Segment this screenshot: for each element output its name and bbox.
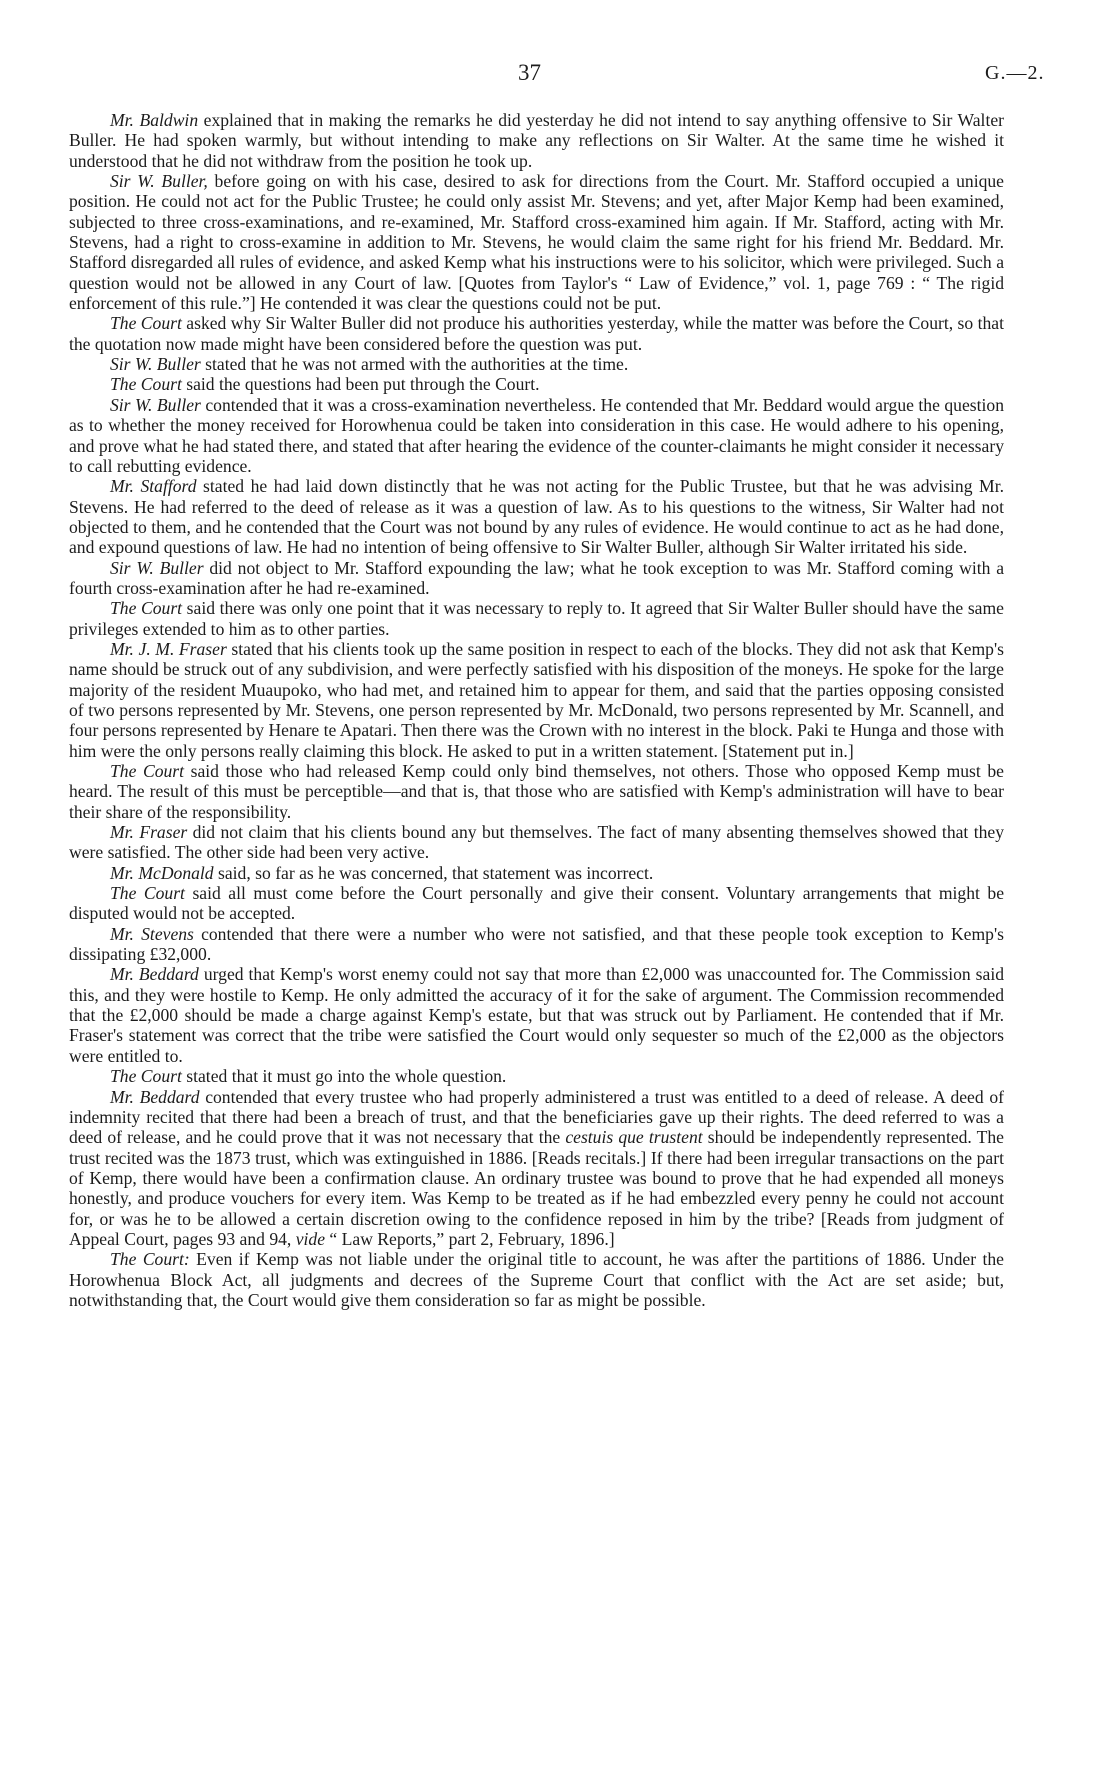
speaker-name: Mr. Beddard bbox=[110, 1086, 200, 1107]
speaker-name: Sir W. Buller, bbox=[110, 171, 208, 192]
paragraph bbox=[69, 598, 1004, 639]
paragraph bbox=[69, 924, 1004, 965]
paragraph-text: stated that he was not armed with the authorities at the time. bbox=[200, 354, 629, 375]
page-header bbox=[0, 60, 1114, 84]
paragraph-text: contended that every trustee who had properly administered a trust was entitled to a deed of release. A deed of indemnity recited that there had been a breach of trust, and that the beneficiaries gave up their rights. The deed referred to was a deed of release, and he could prove that it was not necessary that the bbox=[69, 1086, 1004, 1148]
paragraph bbox=[69, 395, 1004, 476]
paragraph-text: contended that it was a cross-examination nevertheless. He contended that Mr. Beddard would argue the question as to whether the money received for Horowhenua could be taken into consideration in this case. He would adhere to his opening, and prove what he had stated there, and stated that after hearing the evidence of the counter-claimants he might consider it necessary to call rebutting evidence. bbox=[69, 394, 1004, 476]
paragraph bbox=[69, 354, 1004, 374]
speaker-name: The Court bbox=[110, 883, 185, 904]
speaker-name: The Court bbox=[110, 374, 182, 395]
paragraph-text: did not object to Mr. Stafford expounding the law; what he took exception to was Mr. Stafford coming with a fourth cross-examination after he had re-examined. bbox=[69, 557, 1005, 598]
paragraph-text: Even if Kemp was not liable under the original title to account, he was after the partitions of 1886. Under the Horowhenua Block Act, all judgments and decrees of the Supreme Court that conflict with the Act are set aside; but, notwithstanding that, the Court would give them consideration so far as might be possible. bbox=[69, 1249, 1004, 1310]
paragraph-text: stated that his clients took up the same position in respect to each of the blocks. They did not ask that Kemp's name should be struck out of any subdivision, and were perfectly satisfied with his disposition of the moneys. He spoke for the large majority of the resident Muaupoko, who had met, and retained him to appear for them, and said that the parties opposing consisted of two persons represented by Mr. Stevens, one person represented by Mr. McDonald, two persons represented by Mr. Scannell, and four persons represented by Henare te Apatari. Then there was the Crown with no interest in the block. Paki te Hunga and those with him were the only persons really claiming this block. He asked to put in a written statement. [Statement put in.] bbox=[69, 638, 1004, 761]
paragraph bbox=[69, 558, 1004, 599]
paragraph bbox=[69, 313, 1004, 354]
speaker-name: The Court bbox=[110, 598, 183, 619]
paragraph bbox=[69, 1066, 1004, 1086]
paragraph bbox=[69, 863, 1004, 883]
speaker-name: The Court bbox=[110, 761, 185, 781]
paragraph-text: explained that in making the remarks he did yesterday he did not intend to say anything offensive to Sir Walter Buller. He had spoken warmly, but without intending to make any reflections on Sir Walter. At the same time he wished it understood that he did not withdraw from the position he took up. bbox=[69, 110, 1005, 171]
speaker-name: Mr. Stafford bbox=[110, 476, 197, 497]
speaker-name: The Court bbox=[110, 1066, 182, 1087]
paragraph-text: said those who had released Kemp could only bind themselves, not others. Those who opposed Kemp must be heard. The result of this must be perceptible—and that is, that those who are satisfied with Kemp's administration will have to bear their share of the responsibility. bbox=[69, 761, 1004, 822]
paragraph bbox=[69, 883, 1004, 924]
speaker-name: Sir W. Buller bbox=[110, 354, 201, 375]
paragraph-text: should be independently represented. The trust recited was the 1873 trust, which was extinguished in 1886. [Reads recitals.] If there had been irregular transactions on the part of Kemp, there would have been a confirmation clause. An ordinary trustee was bound to prove that he had expended all moneys honestly, and produce vouchers for every item. Was Kemp to be treated as if he had embezzled every penny he could not account for, or was he to be allowed a certain discretion owing to the confidence reposed in him by the tribe? [Reads from judgment of Appeal Court, pages 93 and 94, bbox=[69, 1127, 1004, 1249]
paragraph bbox=[69, 476, 1004, 557]
paragraph-text: did not claim that his clients bound any but themselves. The fact of many absenting themselves showed that they were satisfied. The other side had been very active. bbox=[69, 822, 1004, 863]
speaker-name: Mr. Fraser bbox=[110, 822, 188, 843]
latin-phrase: vide bbox=[295, 1228, 326, 1249]
paragraph bbox=[69, 171, 1004, 313]
paragraph-text: stated he had laid down distinctly that he was not acting for the Public Trustee, but that he was advising Mr. Stevens. He had referred to the deed of release as it was a question of law. As to his questions to the witness, Sir Walter had not objected to them, and he contended that the Court was not bound by any rules of evidence. He would continue to act as he had done, and expound questions of law. He had no intention of being offensive to Sir Walter Buller, although Sir Walter irritated his side. bbox=[69, 476, 1004, 558]
page-number: 37 bbox=[518, 60, 541, 85]
paragraph bbox=[69, 822, 1004, 863]
paragraph bbox=[69, 110, 1004, 171]
speaker-name: The Court: bbox=[110, 1249, 190, 1270]
paragraph-text: stated that it must go into the whole question. bbox=[181, 1066, 507, 1087]
paragraph bbox=[69, 374, 1004, 394]
speaker-name: Mr. Beddard bbox=[110, 964, 199, 985]
paragraph bbox=[69, 964, 1004, 1066]
paragraph-text: said the questions had been put through the Court. bbox=[181, 374, 540, 395]
speaker-name: Mr. Baldwin bbox=[110, 110, 199, 130]
speaker-name: Mr. J. M. Fraser bbox=[110, 638, 227, 659]
document-body bbox=[69, 110, 1004, 1310]
paragraph-text: before going on with his case, desired to ask for directions from the Court. Mr. Stafford occupied a unique position. He could not act for the Public Trustee; he could only assist Mr. Stevens; and yet, after Major Kemp had been examined, subjected to three cross-examinations, and re-examined, Mr. Stafford cross-examined him again. If Mr. Stafford, acting with Mr. Stevens, had a right to cross-examine in addition to Mr. Stevens, he would claim the same right for his friend Mr. Beddard. Mr. Stafford disregarded all rules of evidence, and asked Kemp what his instructions were to his solicitor, which were privileged. Such a question would not be allowed in any Court of law. [Quotes from Taylor's “ Law of Evidence,” vol. 1, page 769 : “ The rigid enforcement of this rule.”] He contended it was clear the questions could not be put. bbox=[69, 171, 1004, 314]
paragraph-text: said there was only one point that it was necessary to reply to. It agreed that Sir Walter Buller should have the same privileges extended to him as to other parties. bbox=[69, 598, 1004, 639]
paragraph-text: said, so far as he was concerned, that statement was incorrect. bbox=[213, 862, 654, 883]
paragraph-text: urged that Kemp's worst enemy could not say that more than £2,000 was unaccounted for. The Commission said this, and they were hostile to Kemp. He only admitted the accuracy of it for the sake of argument. The Commission recommended that the £2,000 should be made a charge against Kemp's estate, but that was struck out by Parliament. He contended that if Mr. Fraser's statement was correct that the tribe were satisfied the Court would only sequester so much of the £2,000 as the objectors were entitled to. bbox=[69, 964, 1005, 1066]
paragraph bbox=[69, 639, 1004, 761]
speaker-name: Sir W. Buller bbox=[110, 394, 201, 415]
document-code: G.—2. bbox=[985, 62, 1045, 84]
speaker-name: Sir W. Buller bbox=[110, 557, 204, 578]
paragraph-text: contended that there were a number who were not satisfied, and that these people took exception to Kemp's dissipating £32,000. bbox=[69, 923, 1004, 965]
paragraph bbox=[69, 1087, 1004, 1250]
speaker-name: The Court bbox=[110, 313, 182, 334]
paragraph bbox=[69, 761, 1004, 822]
paragraph-text: “ Law Reports,” part 2, February, 1896.] bbox=[325, 1228, 615, 1249]
paragraph-text: asked why Sir Walter Buller did not produce his authorities yesterday, while the matter was before the Court, so that the quotation now made might have been considered before the question was put. bbox=[69, 313, 1004, 354]
speaker-name: Mr. Stevens bbox=[110, 923, 194, 944]
paragraph-text: said all must come before the Court personally and give their consent. Voluntary arrangements that might be disputed would not be accepted. bbox=[69, 883, 1004, 924]
latin-phrase: cestuis que trustent bbox=[565, 1127, 703, 1148]
paragraph bbox=[69, 1249, 1004, 1310]
speaker-name: Mr. McDonald bbox=[110, 862, 214, 883]
